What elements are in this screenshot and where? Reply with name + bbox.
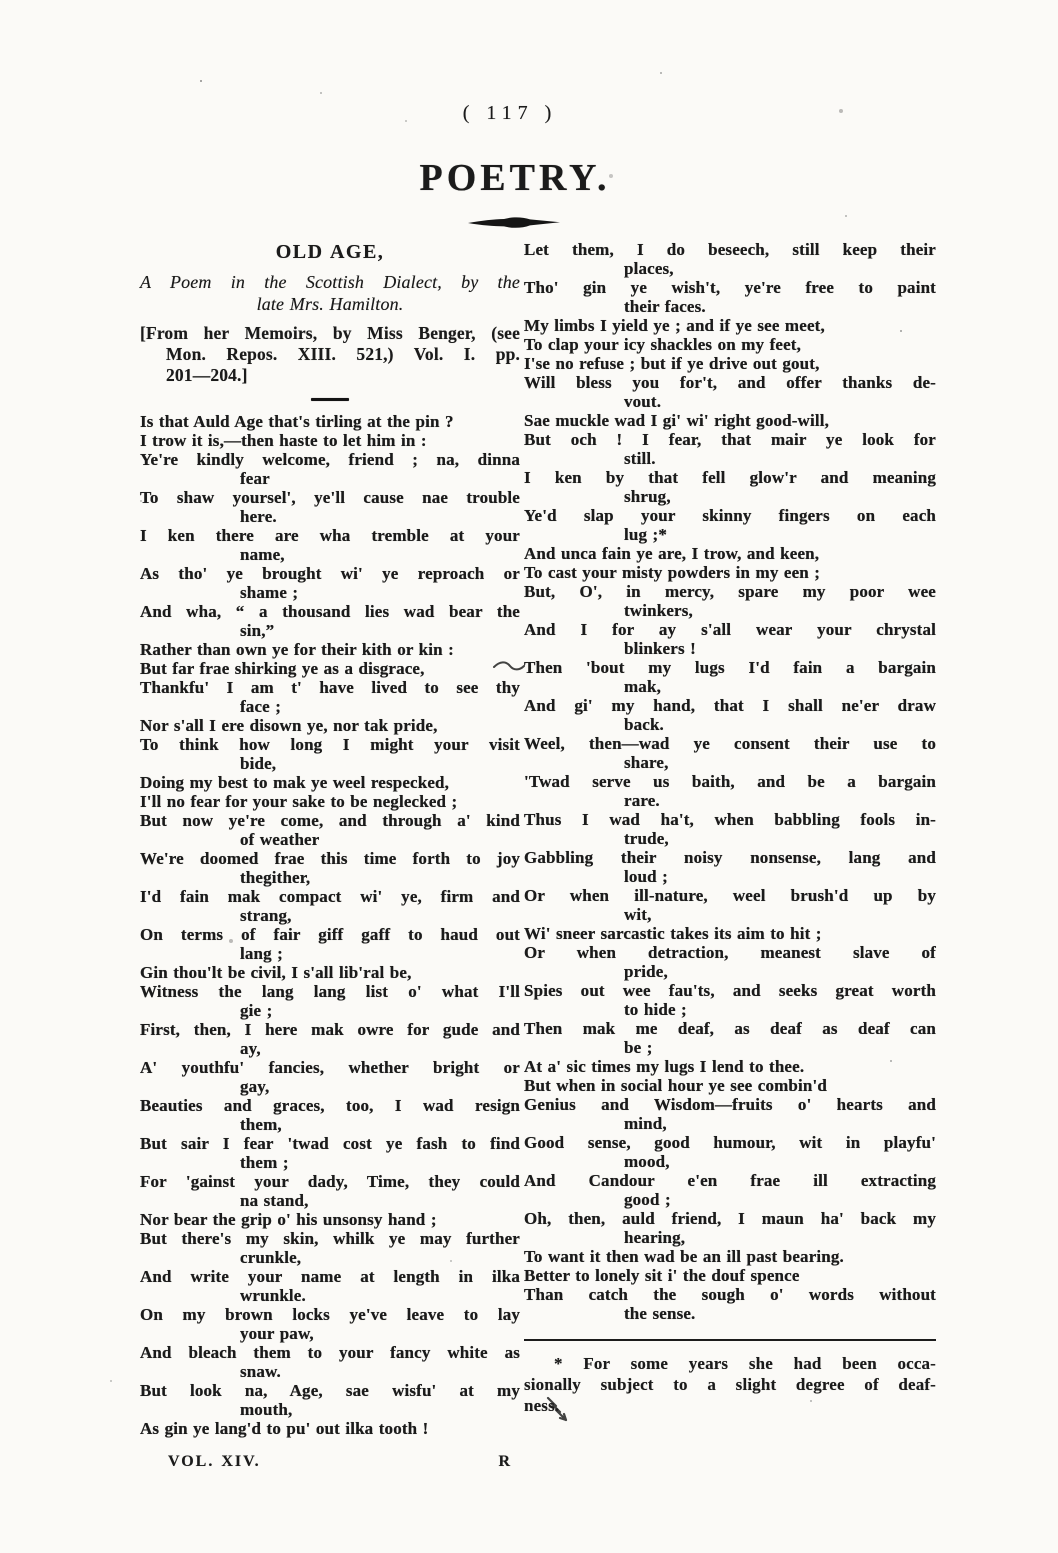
verse-line: Is that Auld Age that's tirling at the pin ? <box>140 412 454 431</box>
subtitle-line: late Mrs. Hamilton. <box>256 294 404 314</box>
verse-line: Weel, then—wad ye consent their use to share, <box>524 734 936 772</box>
verse-line: Genius and Wisdom—fruits o' hearts and mind, <box>524 1095 936 1133</box>
source-note <box>140 323 520 386</box>
poem-column-right <box>524 240 936 1323</box>
verse-line: Or when detraction, meanest slave of pride, <box>524 943 936 981</box>
verse-line: Nor s'all I ere disown ye, nor tak pride, <box>140 716 438 735</box>
verse-line: And bleach them to your fancy white as snaw. <box>140 1343 520 1381</box>
verse-line: First, then, I here mak owre for gude and ay, <box>140 1020 520 1058</box>
verse-line: On terms of fair giff gaff to haud out lang ; <box>140 925 520 963</box>
verse-line: Gin thou'lt be civil, I s'all lib'ral be, <box>140 963 412 982</box>
verse-line: But look na, Age, sae wisfu' at my mouth, <box>140 1381 520 1419</box>
short-dash-divider-icon <box>311 398 349 401</box>
pen-mark-arrow-icon <box>546 1396 572 1426</box>
printer-signature: R <box>498 1453 512 1470</box>
verse-line: Than catch the sough o' words without the sense. <box>524 1285 936 1323</box>
verse-line: Thankfu' I am t' have lived to see thy face ; <box>140 678 520 716</box>
source-note-line: Mon. Repos. XIII. 521,) Vol. I. pp. <box>166 344 520 364</box>
verse-line: To want it then wad be an ill past bearing. <box>524 1247 844 1266</box>
verse-line: Ye'd slap your skinny fingers on each lug ;* <box>524 506 936 544</box>
pen-mark-squiggle-icon <box>492 658 526 674</box>
footnote-line: * For some years she had been occa- <box>554 1354 936 1373</box>
verse-line: Oh, then, auld friend, I maun ha' back my hearing, <box>524 1209 936 1247</box>
verse-line: And write your name at length in ilka wrunkle. <box>140 1267 520 1305</box>
section-title: POETRY. <box>419 157 611 199</box>
verse-line: Gabbling their noisy nonsense, lang and loud ; <box>524 848 936 886</box>
verse-line: To cast your misty powders in my een ; <box>524 563 821 582</box>
verse-line: As gin ye lang'd to pu' out ilka tooth ! <box>140 1419 429 1438</box>
verse-line: On my brown locks ye've leave to lay your paw, <box>140 1305 520 1343</box>
footnote <box>524 1353 936 1416</box>
verse-line: Ye're kindly welcome, friend ; na, dinna fear <box>140 450 520 488</box>
verse-line: And gi' my hand, that I shall ne'er draw back. <box>524 696 936 734</box>
verse-line: For 'gainst your dady, Time, they could na stand, <box>140 1172 520 1210</box>
verse-line: Will bless you for't, and offer thanks de- vout. <box>524 373 936 411</box>
page-number: ( 117 ) <box>462 102 558 124</box>
verse-line: And wha, “ a thousand lies wad bear the sin,” <box>140 602 520 640</box>
poem-column-left <box>140 412 520 1438</box>
verse-line: To think how long I might your visit bide, <box>140 735 520 773</box>
verse-line: But, O', in mercy, spare my poor wee twinkers, <box>524 582 936 620</box>
article-subtitle <box>140 271 520 315</box>
verse-line: I trow it is,—then haste to let him in : <box>140 431 427 450</box>
verse-line: 'Twad serve us baith, and be a bargain rare. <box>524 772 936 810</box>
left-column <box>140 240 520 1471</box>
verse-line: Then mak me deaf, as deaf as deaf can be ; <box>524 1019 936 1057</box>
verse-line: But there's my skin, whilk ye may further crunkle, <box>140 1229 520 1267</box>
verse-line: A' youthfu' fancies, whether bright or gay, <box>140 1058 520 1096</box>
verse-line: I'd fain mak compact wi' ye, firm and strang, <box>140 887 520 925</box>
verse-line: I ken by that fell glow'r and meaning shrug, <box>524 468 936 506</box>
verse-line: Good sense, good humour, wit in playfu' mood, <box>524 1133 936 1171</box>
verse-line: Wi' sneer sarcastic takes its aim to hit ; <box>524 924 822 943</box>
verse-line: I ken there are wha tremble at your name, <box>140 526 520 564</box>
verse-line: Rather than own ye for their kith or kin : <box>140 640 454 659</box>
verse-line: But och ! I fear, that mair ye look for still. <box>524 430 936 468</box>
volume-label: VOL. XIV. <box>168 1453 261 1470</box>
swash-divider-icon <box>468 216 560 235</box>
verse-line: Then 'bout my lugs I'd fain a bargain mak, <box>524 658 936 696</box>
verse-line: And unca fain ye are, I trow, and keen, <box>524 544 820 563</box>
verse-line: But far frae shirking ye as a disgrace, <box>140 659 425 678</box>
verse-line: Nor bear the grip o' his unsonsy hand ; <box>140 1210 437 1229</box>
subtitle-line: A Poem in the Scottish Dialect, by the <box>140 272 520 292</box>
verse-line: Thus I wad ha't, when babbling fools in- trude, <box>524 810 936 848</box>
footnote-line: sionally subject to a slight degree of deaf- <box>524 1375 936 1394</box>
verse-line: At a' sic times my lugs I lend to thee. <box>524 1057 805 1076</box>
verse-line: And I for ay s'all wear your chrystal blinkers ! <box>524 620 936 658</box>
right-column <box>524 240 936 1416</box>
verse-line: But when in social hour ye see combin'd <box>524 1076 827 1095</box>
verse-line: But sair I fear 'twad cost ye fash to find them ; <box>140 1134 520 1172</box>
source-note-line: 201—204.] <box>166 365 248 385</box>
verse-line: As tho' ye brought wi' ye reproach or shame ; <box>140 564 520 602</box>
verse-line: My limbs I yield ye ; and if ye see meet, <box>524 316 825 335</box>
verse-line: Witness the lang lang list o' what I'll gie ; <box>140 982 520 1020</box>
verse-line: Sae muckle wad I gi' wi' right good-will, <box>524 411 829 430</box>
verse-line: We're doomed frae this time forth to joy thegither, <box>140 849 520 887</box>
article-title: OLD AGE, <box>275 241 385 263</box>
source-note-line: [From her Memoirs, by Miss Benger, (see <box>140 323 520 343</box>
verse-line: Tho' gin ye wish't, ye're free to paint their faces. <box>524 278 936 316</box>
scan-noise-specks <box>200 80 202 82</box>
verse-line: Better to lonely sit i' the douf spence <box>524 1266 800 1285</box>
verse-line: I'll no fear for your sake to be neglecked ; <box>140 792 458 811</box>
verse-line: And Candour e'en frae ill extracting good ; <box>524 1171 936 1209</box>
footnote-line: ness. <box>524 1396 560 1415</box>
verse-line: To shaw yoursel', ye'll cause nae trouble here. <box>140 488 520 526</box>
footnote-block <box>524 1339 936 1416</box>
verse-line: Let them, I do beseech, still keep their places, <box>524 240 936 278</box>
verse-line: Doing my best to mak ye weel respecked, <box>140 773 450 792</box>
verse-line: Beauties and graces, too, I wad resign them, <box>140 1096 520 1134</box>
verse-line: To clap your icy shackles on my feet, <box>524 335 801 354</box>
verse-line: Spies out wee fau'ts, and seeks great worth to hide ; <box>524 981 936 1019</box>
footnote-rule <box>524 1339 936 1341</box>
verse-line: I'se no refuse ; but if ye drive out gout, <box>524 354 820 373</box>
page-footer <box>140 1452 520 1471</box>
verse-line: Or when ill-nature, weel brush'd up by wit, <box>524 886 936 924</box>
verse-line: But now ye're come, and through a' kind of weather <box>140 811 520 849</box>
